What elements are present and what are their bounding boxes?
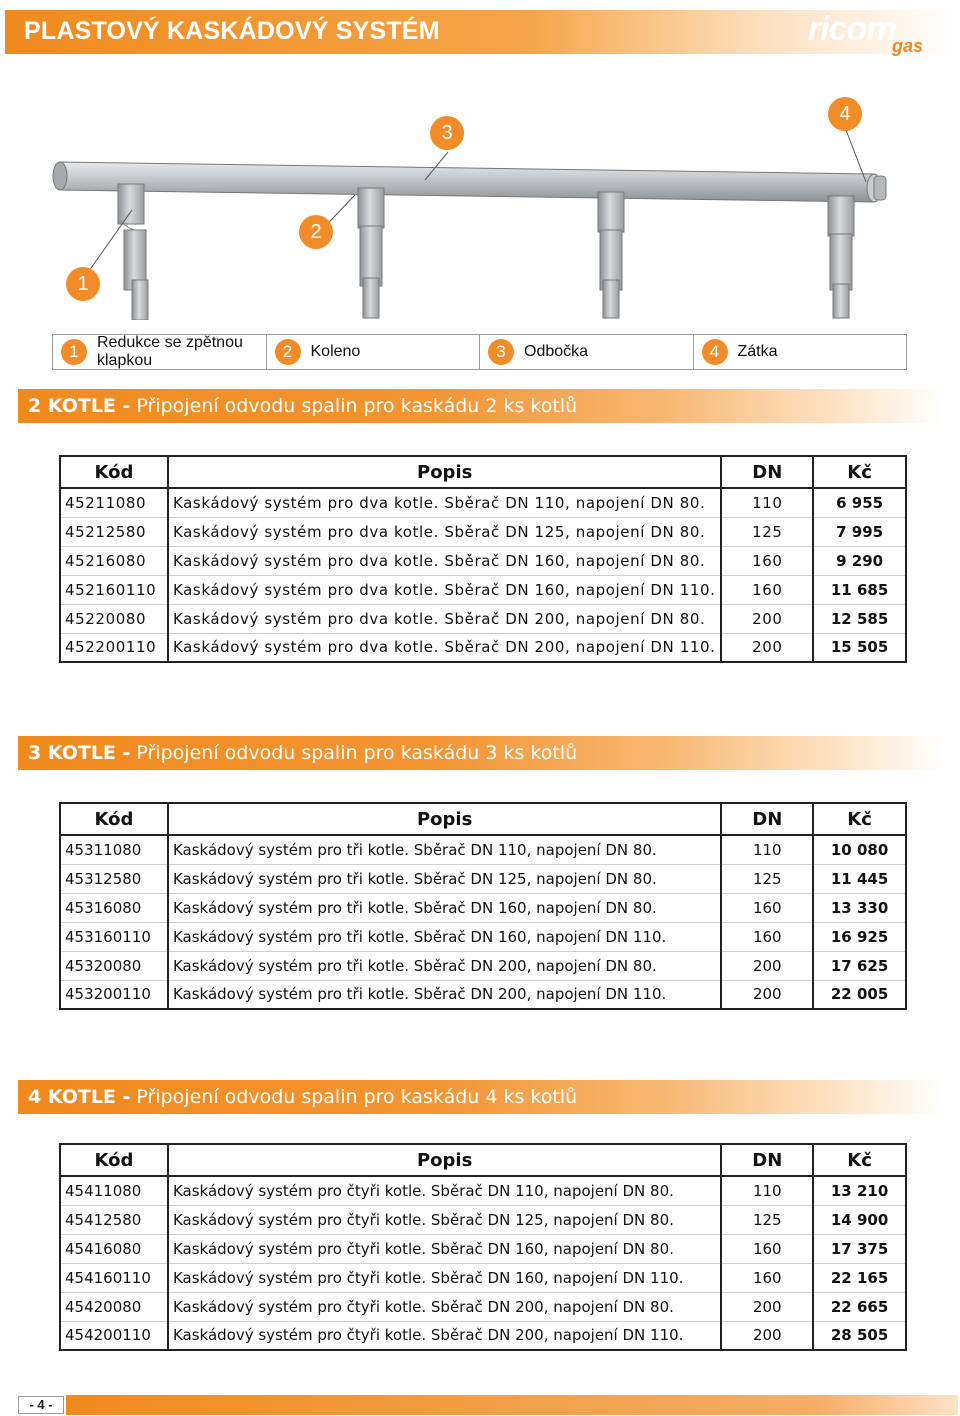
cell-description: Kaskádový systém pro tři kotle. Sběrač DN 200, napojení DN 80. xyxy=(168,951,721,980)
table-row xyxy=(60,864,906,893)
cell-dn: 200 xyxy=(721,951,813,980)
cell-description: Kaskádový systém pro čtyři kotle. Sběrač DN 160, napojení DN 80. xyxy=(168,1234,721,1263)
branch-1 xyxy=(118,184,148,320)
column-header-price: Kč xyxy=(813,1144,906,1176)
cell-dn: 160 xyxy=(721,893,813,922)
price-table-4-kotle xyxy=(59,1143,907,1351)
cell-code: 45212580 xyxy=(60,517,168,546)
section-heading-bold: 3 KOTLE - xyxy=(28,742,131,764)
footer-bar xyxy=(18,1395,958,1415)
cell-code: 45411080 xyxy=(60,1176,168,1205)
legend-number: 2 xyxy=(275,339,301,365)
cell-description: Kaskádový systém pro tři kotle. Sběrač DN 160, napojení DN 80. xyxy=(168,893,721,922)
legend-item xyxy=(267,335,481,369)
cell-price: 22 005 xyxy=(813,980,906,1009)
column-header-description: Popis xyxy=(168,456,721,488)
table-row xyxy=(60,1205,906,1234)
callout-badge-3: 3 xyxy=(430,116,464,150)
section-heading-4-kotle xyxy=(18,1080,943,1114)
cell-price: 22 665 xyxy=(813,1292,906,1321)
branch-3 xyxy=(598,192,624,318)
branch-2 xyxy=(358,188,384,318)
cell-description: Kaskádový systém pro tři kotle. Sběrač DN 160, napojení DN 110. xyxy=(168,922,721,951)
table-header-row xyxy=(60,456,906,488)
table-row xyxy=(60,546,906,575)
cell-dn: 125 xyxy=(721,1205,813,1234)
cell-dn: 160 xyxy=(721,1263,813,1292)
logo-main-text: ricom xyxy=(808,10,896,48)
table-row xyxy=(60,575,906,604)
table-body xyxy=(60,1176,906,1350)
cell-price: 13 210 xyxy=(813,1176,906,1205)
cell-description: Kaskádový systém pro čtyři kotle. Sběrač DN 110, napojení DN 80. xyxy=(168,1176,721,1205)
cell-description: Kaskádový systém pro tři kotle. Sběrač DN 110, napojení DN 80. xyxy=(168,835,721,864)
cell-dn: 110 xyxy=(721,488,813,517)
cell-description: Kaskádový systém pro čtyři kotle. Sběrač DN 125, napojení DN 80. xyxy=(168,1205,721,1234)
column-header-price: Kč xyxy=(813,456,906,488)
cell-dn: 160 xyxy=(721,575,813,604)
cell-price: 11 685 xyxy=(813,575,906,604)
cell-code: 453200110 xyxy=(60,980,168,1009)
column-header-code: Kód xyxy=(60,1144,168,1176)
table-row xyxy=(60,1321,906,1350)
cell-code: 45320080 xyxy=(60,951,168,980)
cell-price: 6 955 xyxy=(813,488,906,517)
cell-code: 45311080 xyxy=(60,835,168,864)
brand-logo xyxy=(808,10,938,60)
cell-dn: 125 xyxy=(721,517,813,546)
table-row xyxy=(60,1176,906,1205)
cell-code: 45216080 xyxy=(60,546,168,575)
table-body xyxy=(60,835,906,1009)
cell-description: Kaskádový systém pro čtyři kotle. Sběrač DN 160, napojení DN 110. xyxy=(168,1263,721,1292)
legend-label: Redukce se zpětnou klapkou xyxy=(97,334,243,369)
cell-description: Kaskádový systém pro dva kotle. Sběrač DN 160, napojení DN 110. xyxy=(168,575,721,604)
cell-dn: 200 xyxy=(721,1292,813,1321)
legend-label: Zátka xyxy=(737,343,778,360)
price-table-2-kotle xyxy=(59,455,907,663)
cell-price: 28 505 xyxy=(813,1321,906,1350)
section-heading-2-kotle xyxy=(18,389,943,423)
cell-dn: 200 xyxy=(721,633,813,662)
cell-price: 12 585 xyxy=(813,604,906,633)
cell-dn: 160 xyxy=(721,546,813,575)
legend-item xyxy=(694,335,907,369)
cell-code: 45420080 xyxy=(60,1292,168,1321)
page-title: PLASTOVÝ KASKÁDOVÝ SYSTÉM xyxy=(24,17,440,45)
cell-price: 17 375 xyxy=(813,1234,906,1263)
cell-price: 13 330 xyxy=(813,893,906,922)
table-header-row xyxy=(60,1144,906,1176)
legend-item xyxy=(53,335,267,369)
cell-dn: 110 xyxy=(721,1176,813,1205)
cell-dn: 200 xyxy=(721,980,813,1009)
cell-price: 15 505 xyxy=(813,633,906,662)
cell-code: 45416080 xyxy=(60,1234,168,1263)
cell-code: 45312580 xyxy=(60,864,168,893)
legend-item xyxy=(480,335,694,369)
cell-code: 453160110 xyxy=(60,922,168,951)
cell-description: Kaskádový systém pro tři kotle. Sběrač DN 200, napojení DN 110. xyxy=(168,980,721,1009)
column-header-dn: DN xyxy=(721,803,813,835)
table-row xyxy=(60,980,906,1009)
logo-sub-text: gas xyxy=(892,36,924,56)
cell-dn: 200 xyxy=(721,1321,813,1350)
legend-number: 1 xyxy=(61,339,87,365)
cell-description: Kaskádový systém pro čtyři kotle. Sběrač DN 200, napojení DN 80. xyxy=(168,1292,721,1321)
branch-4 xyxy=(828,196,854,318)
table-body xyxy=(60,488,906,662)
cell-code: 45316080 xyxy=(60,893,168,922)
table-row xyxy=(60,893,906,922)
cell-description: Kaskádový systém pro dva kotle. Sběrač DN 125, napojení DN 80. xyxy=(168,517,721,546)
cell-description: Kaskádový systém pro dva kotle. Sběrač DN 110, napojení DN 80. xyxy=(168,488,721,517)
legend-number: 4 xyxy=(702,339,728,365)
cell-code: 454200110 xyxy=(60,1321,168,1350)
cell-description: Kaskádový systém pro dva kotle. Sběrač DN 200, napojení DN 80. xyxy=(168,604,721,633)
cell-price: 10 080 xyxy=(813,835,906,864)
callout-badge-1: 1 xyxy=(66,267,100,301)
column-header-description: Popis xyxy=(168,1144,721,1176)
cell-dn: 160 xyxy=(721,1234,813,1263)
callout-badge-4: 4 xyxy=(828,97,862,131)
price-table-3-kotle xyxy=(59,802,907,1010)
column-header-dn: DN xyxy=(721,456,813,488)
table-row xyxy=(60,604,906,633)
cell-dn: 200 xyxy=(721,604,813,633)
table-row xyxy=(60,1234,906,1263)
callout-badge-2: 2 xyxy=(299,215,333,249)
cell-price: 17 625 xyxy=(813,951,906,980)
cell-code: 45412580 xyxy=(60,1205,168,1234)
cell-price: 14 900 xyxy=(813,1205,906,1234)
cell-description: Kaskádový systém pro tři kotle. Sběrač DN 125, napojení DN 80. xyxy=(168,864,721,893)
column-header-code: Kód xyxy=(60,456,168,488)
table-row xyxy=(60,488,906,517)
cell-price: 22 165 xyxy=(813,1263,906,1292)
cell-description: Kaskádový systém pro dva kotle. Sběrač DN 200, napojení DN 110. xyxy=(168,633,721,662)
cell-dn: 125 xyxy=(721,864,813,893)
cell-code: 454160110 xyxy=(60,1263,168,1292)
legend-label: Koleno xyxy=(310,343,361,360)
table-row xyxy=(60,633,906,662)
section-heading-text: Připojení odvodu spalin pro kaskádu 4 ks kotlů xyxy=(136,1086,578,1108)
table-row xyxy=(60,951,906,980)
column-header-code: Kód xyxy=(60,803,168,835)
page-number: - 4 - xyxy=(18,1396,64,1414)
cascade-illustration xyxy=(40,80,920,320)
section-heading-bold: 2 KOTLE - xyxy=(28,395,131,417)
legend-label: Odbočka xyxy=(524,343,589,360)
table-row xyxy=(60,517,906,546)
cell-code: 45211080 xyxy=(60,488,168,517)
cell-price: 16 925 xyxy=(813,922,906,951)
column-header-price: Kč xyxy=(813,803,906,835)
table-header-row xyxy=(60,803,906,835)
cell-price: 11 445 xyxy=(813,864,906,893)
table-row xyxy=(60,1292,906,1321)
cell-price: 9 290 xyxy=(813,546,906,575)
column-header-dn: DN xyxy=(721,1144,813,1176)
legend-number: 3 xyxy=(488,339,514,365)
cell-code: 452200110 xyxy=(60,633,168,662)
cell-description: Kaskádový systém pro čtyři kotle. Sběrač DN 200, napojení DN 110. xyxy=(168,1321,721,1350)
section-heading-text: Připojení odvodu spalin pro kaskádu 2 ks kotlů xyxy=(136,395,578,417)
parts-legend xyxy=(52,334,907,370)
cell-dn: 110 xyxy=(721,835,813,864)
section-heading-text: Připojení odvodu spalin pro kaskádu 3 ks kotlů xyxy=(136,742,578,764)
section-heading-3-kotle xyxy=(18,736,943,770)
cell-description: Kaskádový systém pro dva kotle. Sběrač DN 160, napojení DN 80. xyxy=(168,546,721,575)
column-header-description: Popis xyxy=(168,803,721,835)
cell-code: 452160110 xyxy=(60,575,168,604)
cell-code: 45220080 xyxy=(60,604,168,633)
table-row xyxy=(60,835,906,864)
section-heading-bold: 4 KOTLE - xyxy=(28,1086,131,1108)
table-row xyxy=(60,1263,906,1292)
cell-dn: 160 xyxy=(721,922,813,951)
table-row xyxy=(60,922,906,951)
cell-price: 7 995 xyxy=(813,517,906,546)
